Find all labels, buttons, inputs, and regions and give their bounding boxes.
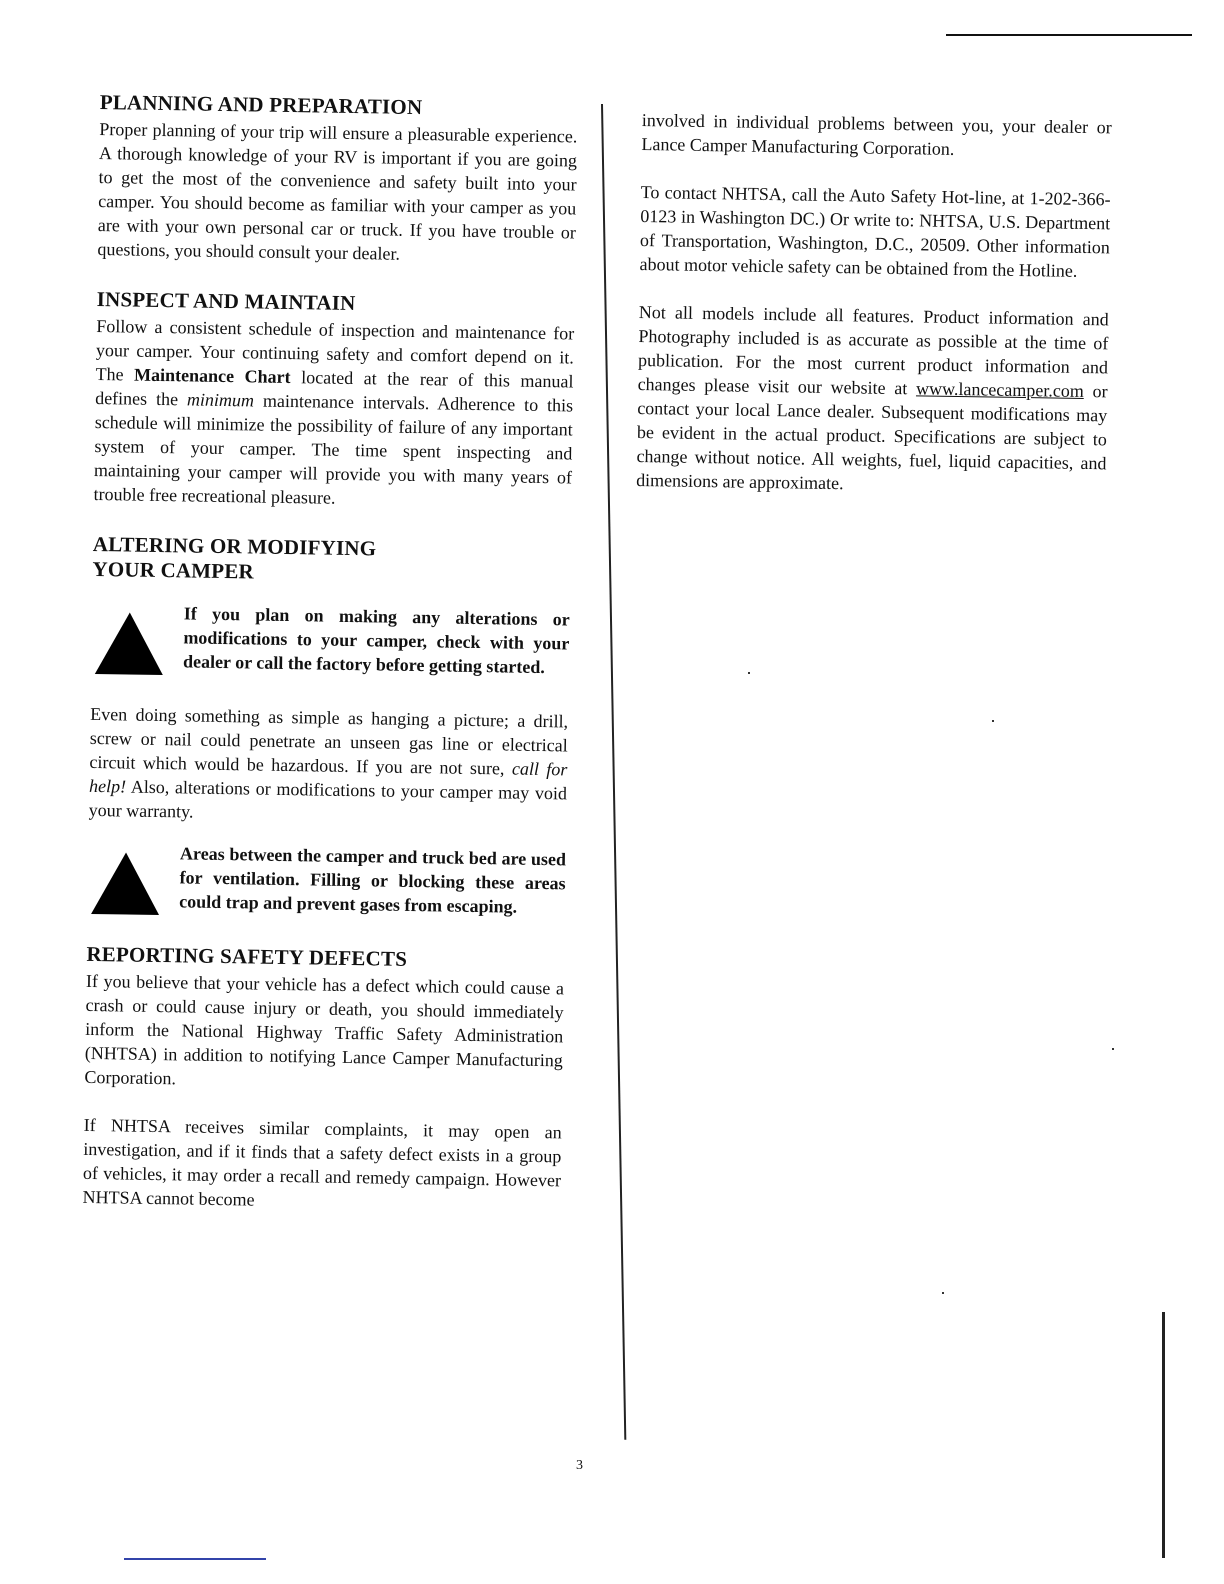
heading-line: YOUR CAMPER: [92, 556, 255, 584]
scan-edge-mark: [1162, 1312, 1165, 1558]
scan-speck: [748, 672, 750, 674]
heading-reporting: REPORTING SAFETY DEFECTS: [86, 941, 408, 971]
warning-triangle-icon: [95, 612, 164, 675]
right-column: [636, 108, 1112, 499]
text-run: Follow a consistent schedule of inspection and maintenance for your camper. Your continuing safety and comfort depend on it. The: [95, 315, 575, 385]
minimum-emphasis: minimum: [186, 389, 255, 411]
scan-speck: [942, 1292, 944, 1294]
heading-inspect: INSPECT AND MAINTAIN: [96, 286, 356, 316]
top-rule: [946, 34, 1192, 36]
text-run: located at the rear of this manual defines the: [95, 367, 574, 410]
column-divider: [601, 104, 626, 1440]
heading-altering: [92, 532, 571, 590]
section-planning: [97, 90, 578, 268]
paragraph-reporting-2: If NHTSA receives similar complaints, it may open an investigation, and if it finds that a safety defect exists in a group of vehicles, it may order a recall and remedy campaign. However NHTSA cannot become: [82, 1114, 562, 1210]
paragraph-inspect: [93, 314, 574, 513]
text-run: Also, alterations or modifications to your camper may void your warranty.: [88, 776, 568, 822]
paragraph-continuation: involved in individual problems between you, your dealer or Lance Camper Manufacturing Corporation.: [641, 109, 1112, 159]
heading-line: ALTERING OR MODIFYING: [92, 531, 377, 561]
bottom-rule: [124, 1558, 266, 1560]
text-run: or contact your local Lance dealer. Subsequent modifications may be evident in the actual product. Specifications are subject to change without notice. All weights, fuel, liquid capacities, and dimensions are approximate.: [635, 380, 1108, 494]
page-number: 3: [576, 1458, 583, 1473]
text-run: maintenance intervals. Adherence to this schedule will minimize the possibility of failure of any important system of your camper. The time spent inspecting and maintaining your camper will provide you with many years of trouble free recreational pleasure.: [93, 390, 574, 508]
warning-text-ventilation: Areas between the camper and truck bed are used for ventilation. Filling or blocking these areas could trap and prevent gases from escaping.: [179, 843, 567, 917]
call-for-help-emphasis: call for help!: [88, 758, 568, 797]
warning-triangle-icon: [91, 852, 160, 915]
heading-planning: PLANNING AND PREPARATION: [99, 90, 423, 120]
text-run: Not all models include all features. Product information and Photography included is as accurate as possible at the time of publication. For the most current product information and changes please visit our website at: [637, 301, 1109, 399]
left-column: [82, 90, 578, 1242]
website-link[interactable]: www.lancecamper.com: [915, 378, 1085, 401]
paragraph-altering: [89, 702, 569, 829]
section-inspect: [93, 287, 574, 513]
section-reporting: [82, 942, 564, 1216]
text-run: Even doing something as simple as hanging a picture; a drill, screw or nail could penetrate an unseen gas line or electrical circuit which would be hazardous. If you are not sure,: [89, 703, 569, 779]
scan-speck: [992, 720, 994, 722]
maintenance-chart-ref: Maintenance Chart: [133, 364, 291, 388]
paragraph-reporting-1: If you believe that your vehicle has a defect which could cause a crash or could cause injury or death, you should immediately inform the National Highway Traffic Safety Administration (NHTSA) in addition to notifying Lance Camper Manufacturing Corporation.: [84, 970, 565, 1089]
scan-speck: [1112, 1048, 1114, 1050]
paragraph-planning: Proper planning of your trip will ensure a pleasurable experience. A thorough knowledge of your RV is important if you are going to get the most of the convenience and safety built into your camper. You should become as familiar with your camper as you are with your own personal car or truck. If you have trouble or questions, you should consult your dealer.: [97, 118, 578, 264]
section-altering: [87, 532, 571, 919]
paragraph-disclaimer: [636, 300, 1109, 499]
warning-box-ventilation: [87, 840, 566, 919]
warning-box-alterations: [91, 600, 570, 679]
paragraph-contact: To contact NHTSA, call the Auto Safety Hot-line, at 1-202-366-0123 in Washington DC.) Or write to: NHTSA, U.S. Department of Transportation, Washington, D.C., 20509. Other information about motor vehicle safety can be obtained from the Hotline.: [639, 181, 1111, 281]
warning-text-alterations: If you plan on making any alterations or modifications to your camper, check with your dealer or call the factory before getting started.: [182, 603, 570, 678]
